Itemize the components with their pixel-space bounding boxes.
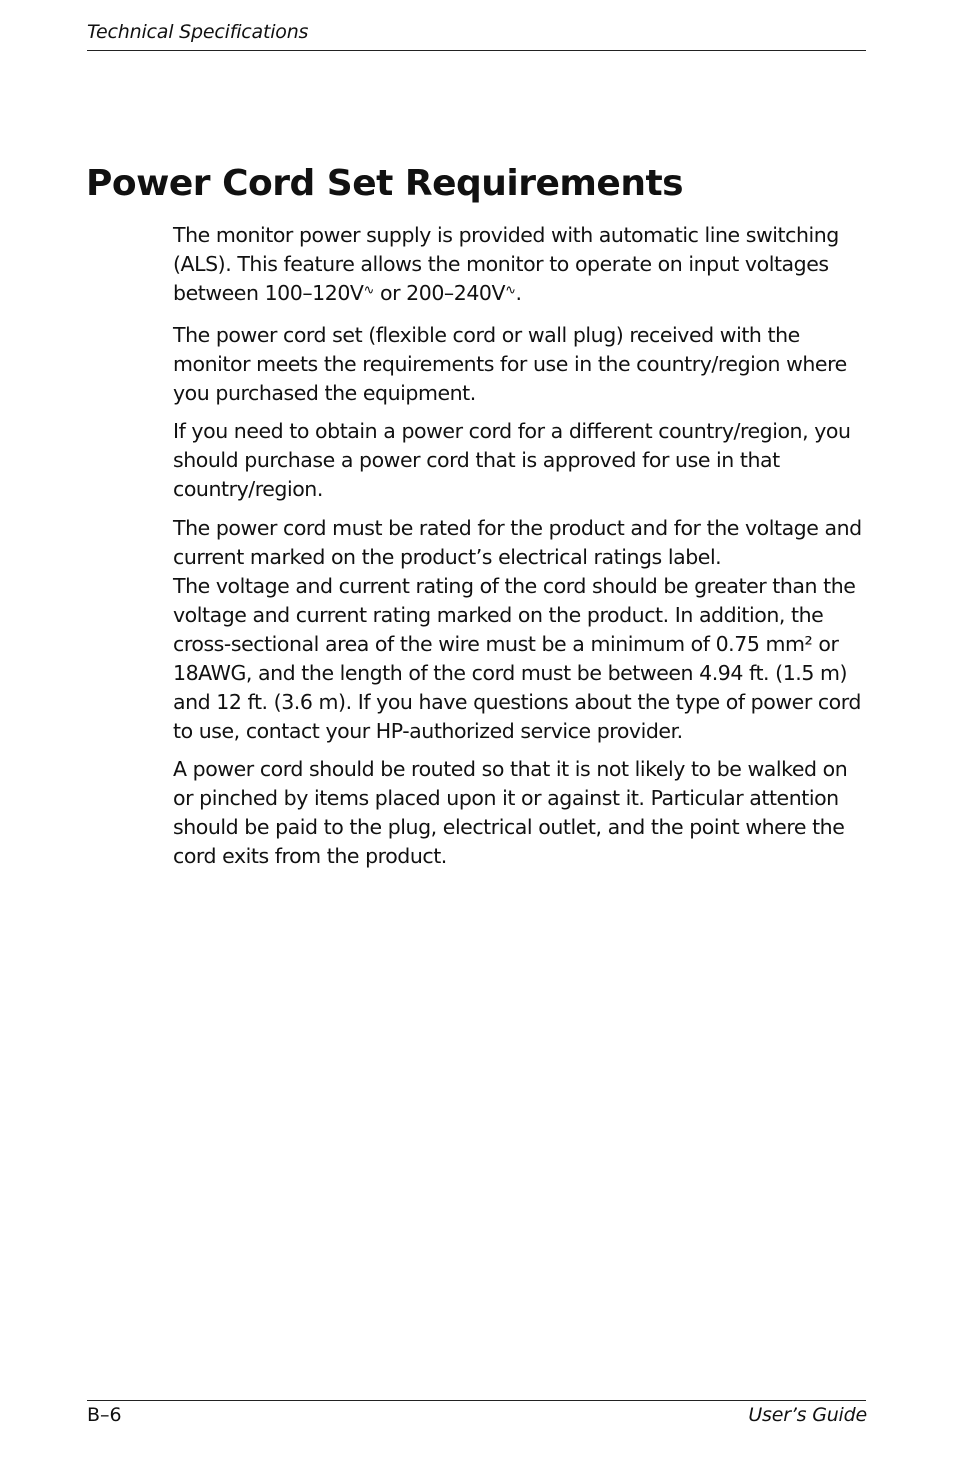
paragraph-als-text-2: or 200–240V (373, 281, 506, 305)
page-number: B–6 (87, 1404, 122, 1426)
paragraph-als (173, 221, 867, 311)
section-title: Power Cord Set Requirements (86, 163, 684, 204)
paragraph-different-region: If you need to obtain a power cord for a different country/region, you should purchase a power cord that is approved for use in that country/region. (173, 419, 851, 501)
footer-rule (87, 1400, 866, 1401)
paragraph-als-text-3: . (515, 281, 522, 305)
running-header: Technical Specifications (87, 21, 309, 43)
paragraph-rating: The power cord must be rated for the product and for the voltage and current marked on the product’s electrical ratings label. (173, 515, 862, 569)
header-rule (87, 50, 866, 51)
ac-symbol-icon: ∿ (363, 283, 374, 298)
section-body (173, 221, 867, 881)
paragraph-cord-specs: The voltage and current rating of the cord should be greater than the voltage and current rating marked on the product. In addition, the cross-sectional area of the wire must be a minimum of 0.75 mm² or 18AWG, and the length of the cord must be between 4.94 ft. (1.5 m) and 12 ft. (3.6 m). If you have questions about the type of power cord to use, contact your HP-authorized service provider. (173, 573, 861, 743)
ac-symbol-icon: ∿ (505, 283, 516, 298)
paragraph-routing: A power cord should be routed so that it is not likely to be walked on or pinched by items placed upon it or against it. Particular attention should be paid to the plug, electrical outlet, and the point where the cord exits from the product. (173, 757, 848, 868)
footer-document-title: User’s Guide (748, 1404, 867, 1426)
paragraph-als-text-1: The monitor power supply is provided with automatic line switching (ALS). This feature allows the monitor to operate on input voltages between 100–120V (173, 223, 839, 305)
paragraph-cord-set: The power cord set (flexible cord or wall plug) received with the monitor meets the requirements for use in the country/region where you purchased the equipment. (173, 322, 847, 405)
